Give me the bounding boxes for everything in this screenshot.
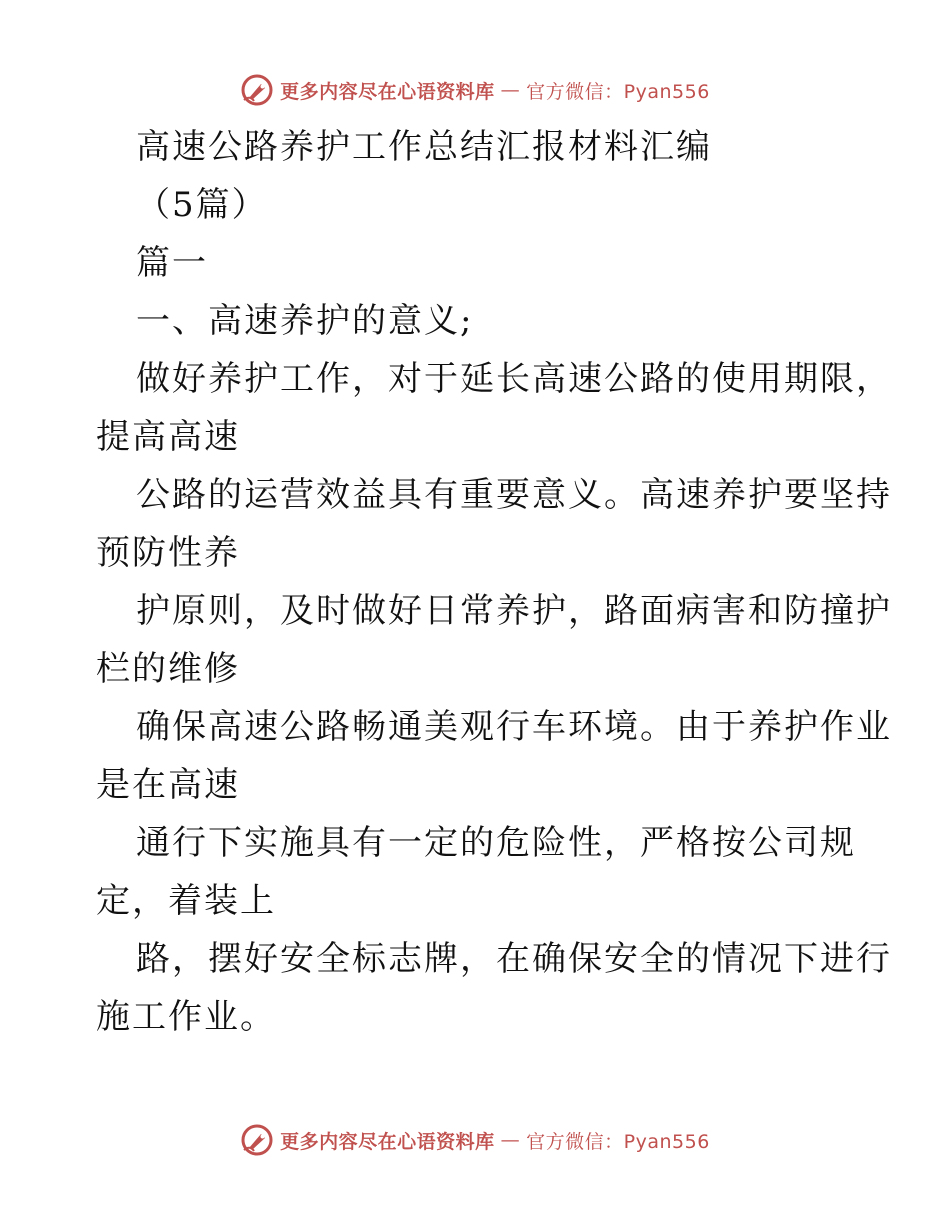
pen-nib-circle-icon (240, 1123, 274, 1157)
paragraph-line: 提高高速 (96, 417, 240, 457)
paragraph-line: 预防性养 (96, 533, 240, 573)
paragraph-line: 确保高速公路畅通美观行车环境。由于养护作业 (136, 707, 892, 747)
paragraph-line: 栏的维修 (96, 649, 240, 689)
pen-nib-circle-icon (240, 73, 274, 107)
section-label: 篇一 (136, 243, 208, 283)
banner-wechat-text: 官方微信：Pyan556 (526, 80, 710, 103)
document-title: 高速公路养护工作总结汇报材料汇编 (136, 127, 712, 167)
banner-separator: — (500, 79, 521, 101)
paragraph-line: 做好养护工作，对于延长高速公路的使用期限， (136, 359, 892, 399)
document-subtitle: （5篇） (136, 185, 268, 225)
paragraph-line: 公路的运营效益具有重要意义。高速养护要坚持 (136, 475, 892, 515)
paragraph-line: 施工作业。 (96, 997, 276, 1037)
header-banner (0, 70, 950, 110)
banner-wechat-text: 官方微信：Pyan556 (526, 1130, 710, 1153)
paragraph-line: 护原则，及时做好日常养护，路面病害和防撞护 (136, 591, 892, 631)
paragraph-line: 是在高速 (96, 765, 240, 805)
paragraph-line: 路，摆好安全标志牌，在确保安全的情况下进行 (136, 939, 892, 979)
banner-separator: — (500, 1129, 521, 1151)
footer-banner (0, 1120, 950, 1160)
banner-brand-text: 更多内容尽在心语资料库 (280, 80, 495, 103)
paragraph-line: 通行下实施具有一定的危险性，严格按公司规 (136, 823, 856, 863)
paragraph-line: 定，着装上 (96, 881, 276, 921)
section-heading: 一、高速养护的意义; (136, 301, 474, 341)
banner-brand-text: 更多内容尽在心语资料库 (280, 1130, 495, 1153)
